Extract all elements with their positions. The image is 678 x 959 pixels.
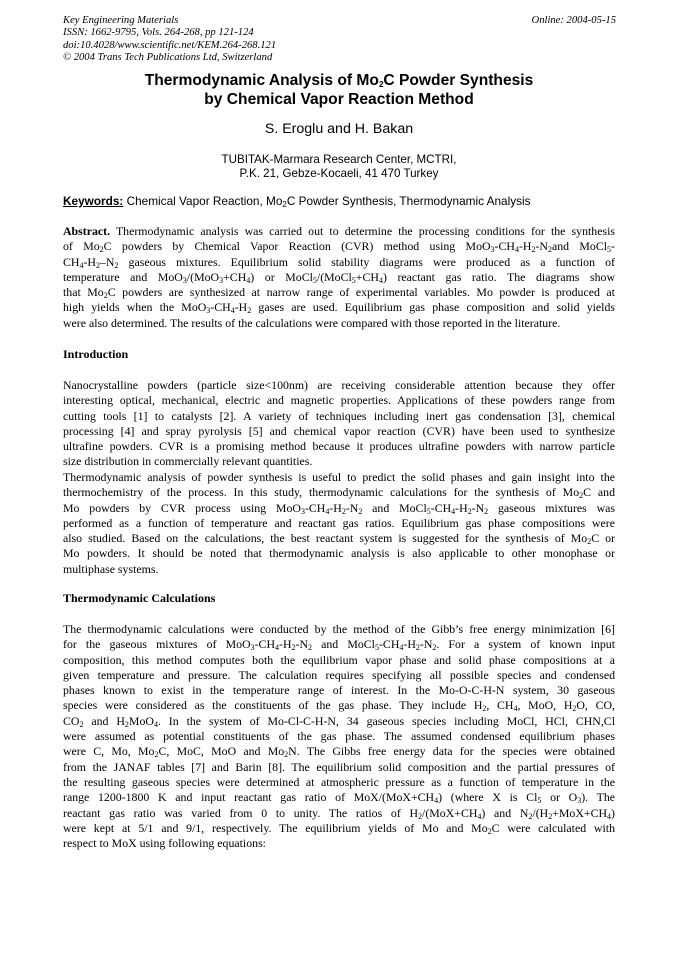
title-line-2: by Chemical Vapor Reaction Method — [204, 90, 474, 108]
issn-line: ISSN: 1662-9795, Vols. 264-268, pp 121-124 — [63, 27, 254, 39]
online-date: Online: 2004-05-15 — [531, 15, 616, 26]
paper-title — [0, 72, 678, 109]
title-line-1: Thermodynamic Analysis of $Mo_2C$ Powder Synthesis — [144, 72, 534, 89]
keywords-label: Keywords: — [63, 194, 124, 208]
thermodynamic-calculations-heading: Thermodynamic Calculations — [63, 591, 216, 605]
journal-name: Key Engineering Materials — [63, 15, 179, 26]
introduction-paragraph-2: Thermodynamic analysis of powder synthesis is useful to predict the solid phases and gain insight into the thermochemistry of the process. In this study, thermodynamic calculations for the synthesis of $Mo_2C$ and Mo powders by CVR process using $MoO_3-CH_4-H_2-N_2$ and $MoCl_5-CH_4-H_2-N_2$ gaseous mixtures was performed as a function of temperature and reactant gas ratios. Equilibrium gas phase compositions were also studied. Based on the calculations, the best reactant system is suggested for the synthesis of $Mo_2C$ or Mo powders. It should be noted that thermodynamic analysis is also applicable to other monophase or multiphase systems. — [63, 470, 615, 576]
abstract: Abstract. Thermodynamic analysis was carried out to determine the processing conditions for the synthesis of $Mo_2C$ powders by Chemical Vapor Reaction (CVR) method using $MoO_3-CH_4-H_2-N_2and$ MoCl$_5$- $CH_4-H_2-N_2$ gaseous mixtures. Equilibrium solid stability diagrams were produced as a function of temperature and $MoO_3/(MoO_3+CH_4)$ or $MoCl_5/(MoCl_5+CH_4)$ reactant gas ratio. The diagrams show that $Mo_2C$ powders are synthesized at narrow range of experimental variables. Mo powder is produced at high yields when the $MoO_3-CH_4-H_2$ gases are used. Equilibrium gas phase composition and solid yields were also determined. The results of the calculations were compared with those reported in the literature. — [63, 224, 615, 330]
introduction-paragraph-1: Nanocrystalline powders (particle size<100nm) are receiving considerable attention because they offer interesting optical, mechanical, electric and magnetic properties. Applications of these powders range from cutting tools [1] to catalysts [2]. A variety of techniques including inert gas condensation [3], chemical processing [4] and spray pyrolysis [5] and chemical vapor reaction (CVR) have been used to synthesize ultrafine powders. CVR is a promising method because it produces ultrafine powders with narrow particle size distribution in commercially relevant quantities. — [63, 378, 615, 469]
authors: S. Eroglu and H. Bakan — [264, 121, 414, 137]
copyright-line: © 2004 Trans Tech Publications Ltd, Switzerland — [63, 51, 273, 63]
journal-header — [63, 15, 276, 64]
keywords: Keywords: Chemical Vapor Reaction, $Mo_2C$ Powder Synthesis, Thermodynamic Analysis — [63, 194, 531, 209]
thermodynamic-calculations-paragraph: The thermodynamic calculations were conducted by the method of the Gibb’s free energy minimization [6] for the gaseous mixtures of $MoO_3-CH_4-H_2-N_2$ and $MoCl_5-CH_4-H_2-N_2$. For a system of known input composition, this method computes both the equilibrium vapor phase and solid phase compositions at a given temperature and pressure. The calculation requires specifying all possible species and condensed phases known to exist in the temperature range of interest. In the Mo-O-C-H-N system, 30 gaseous species were considered as the constituents of the gas phase. They include $H_2$, $CH_4$, MoO, $H_2O$, CO, $CO_2$ and $H_2MoO_4$. In the system of Mo-Cl-C-H-N, 34 gaseous species including MoCl, HCl, CHN,Cl were assumed as potential constituents of the gas phase. The assumed condensed equilibrium phases were C, Mo, $Mo_2C$, MoC, MoO and $Mo_2N$. The Gibbs free energy data for the species were obtained from the JANAF tables [7] and Barin [8]. The equilibrium solid composition and the partial pressures of the resulting gaseous species were determined at atmospheric pressure as a function of temperature in the range 1200-1800 K and input reactant gas ratio of MoX/$(MoX+CH_4)$ (where X is $Cl_5$ or $O_3$). The reactant gas ratio was varied from 0 to unity. The ratios of $H_2/(MoX+CH_4)$ and $N_2/(H_2+MoX+CH_4)$ were kept at 5/1 and 9/1, respectively. The equilibrium yields of Mo and $Mo_2C$ were calculated with respect to MoX using following equations: — [63, 622, 615, 851]
introduction-heading: Introduction — [63, 347, 129, 361]
affiliation: TUBITAK-Marmara Research Center, MCTRI, P.K. 21, Gebze-Kocaeli, 41 470 Turkey — [221, 153, 457, 181]
doi-line: doi:10.4028/www.scientific.net/KEM.264-268.121 — [63, 39, 277, 51]
abstract-label: Abstract. — [63, 224, 111, 238]
